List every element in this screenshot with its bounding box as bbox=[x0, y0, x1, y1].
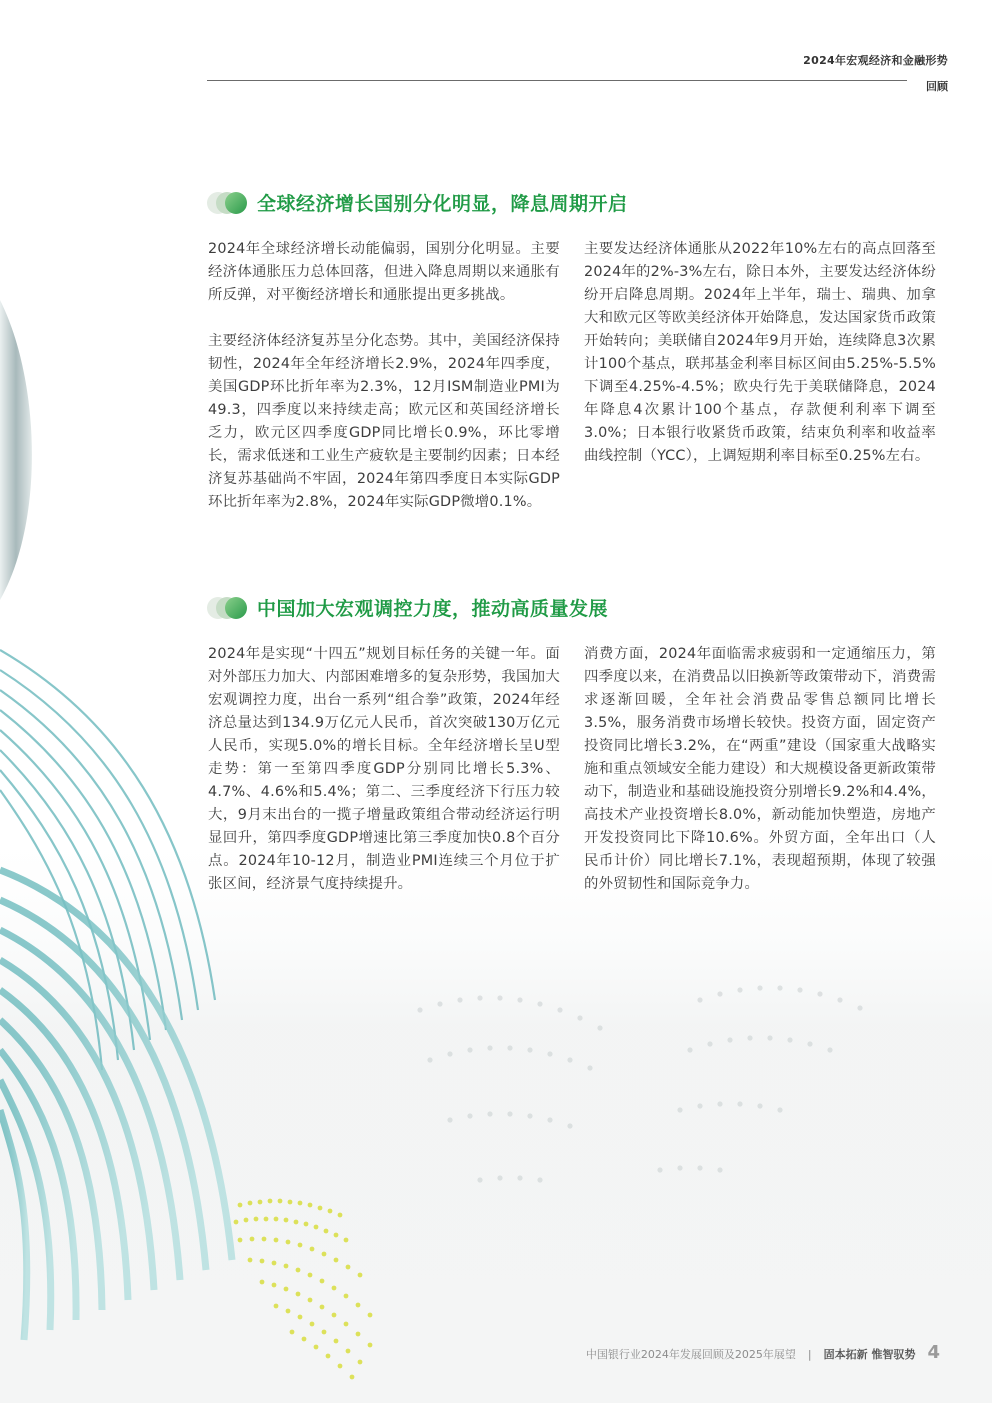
section-title-text: 全球经济增长国别分化明显，降息周期开启 bbox=[257, 193, 628, 215]
paragraph: 主要发达经济体通胀从2022年10%左右的高点回落至2024年的2%-3%左右，除日本外，主要发达经济体纷纷开启降息周期。2024年上半年，瑞士、瑞典、加拿大和欧元区等欧美经济体开始降息，发达国家货币政策开始转向；美联储自2024年9月开始，连续降息3次累计100个基点，联邦基金利率目标区间由5.25%-5.5%下调至4.25%-4.5%；欧央行先于美联储降息，2024年降息4次累计100个基点，存款便利利率下调至3.0%；日本银行收紧货币政策，结束负利率和收益率曲线控制（YCC），上调短期利率目标至0.25%左右。 bbox=[584, 241, 936, 464]
section2-right-column bbox=[584, 643, 936, 919]
paragraph: 主要经济体经济复苏呈分化态势。其中，美国经济保持韧性，2024年全年经济增长2.9%，2024年四季度，美国GDP环比折年率为2.3%，12月ISM制造业PMI为49.3，四季度以来持续走高；欧元区和英国经济增长乏力，欧元区四季度GDP同比增长0.9%，环比零增长，需求低迷和工业生产疲软是主要制约因素；日本经济复苏基础尚不牢固，2024年第四季度日本实际GDP环比折年率为2.8%，2024年实际GDP微增0.1%。 bbox=[208, 333, 560, 510]
header-divider bbox=[207, 80, 907, 81]
page-footer bbox=[560, 1342, 940, 1363]
paragraph: 2024年全球经济增长动能偏弱，国别分化明显。主要经济体通胀压力总体回落，但进入降息周期以来通胀有所反弹，对平衡经济增长和通胀提出更多挑战。 bbox=[208, 241, 560, 303]
header-subtitle: 回顾 bbox=[926, 80, 948, 93]
section-heading-china bbox=[207, 594, 608, 621]
footer-slogan: 固本拓新 惟智驭势 bbox=[823, 1348, 916, 1361]
footer-report-title: 中国银行业2024年发展回顾及2025年展望 bbox=[585, 1348, 796, 1361]
section-bullet-icon bbox=[207, 190, 247, 216]
section1-left-column bbox=[208, 238, 560, 537]
header-title: 2024年宏观经济和金融形势 bbox=[803, 54, 948, 67]
section-bullet-icon bbox=[207, 595, 247, 621]
paragraph: 消费方面，2024年面临需求疲弱和一定通缩压力，第四季度以来，在消费品以旧换新等政策带动下，消费需求逐渐回暖，全年社会消费品零售总额同比增长3.5%，服务消费市场增长较快。投资方面，固定资产投资同比增长3.2%，在“两重”建设（国家重大战略实施和重点领域安全能力建设）和大规模设备更新政策带动下，制造业和基础设施投资分别增长9.2%和4.4%，高技术产业投资增长8.0%，新动能加快塑造，房地产开发投资同比下降10.6%。外贸方面，全年出口（人民币计价）同比增长7.1%，表现超预期，体现了较强的外贸韧性和国际竞争力。 bbox=[584, 646, 936, 892]
section2-left-column bbox=[208, 643, 560, 919]
footer-separator: | bbox=[807, 1348, 812, 1361]
section-heading-global bbox=[207, 189, 628, 216]
running-header bbox=[803, 52, 948, 94]
paragraph: 2024年是实现“十四五”规划目标任务的关键一年。面对外部压力加大、内部困难增多的复杂形势，我国加大宏观调控力度，出台一系列“组合拳”政策，2024年经济总量达到134.9万亿元人民币，首次突破130万亿元人民币，实现5.0%的增长目标。全年经济增长呈U型走势：第一至第四季度GDP分别同比增长5.3%、4.7%、4.6%和5.4%；第二、三季度经济下行压力较大，9月末出台的一揽子增量政策组合带动经济运行明显回升，第四季度GDP增速比第三季度加快0.8个百分点。2024年10-12月，制造业PMI连续三个月位于扩张区间，经济景气度持续提升。 bbox=[208, 646, 560, 892]
page-number: 4 bbox=[927, 1342, 940, 1363]
section-title-text: 中国加大宏观调控力度，推动高质量发展 bbox=[257, 598, 609, 620]
section1-right-column bbox=[584, 238, 936, 491]
